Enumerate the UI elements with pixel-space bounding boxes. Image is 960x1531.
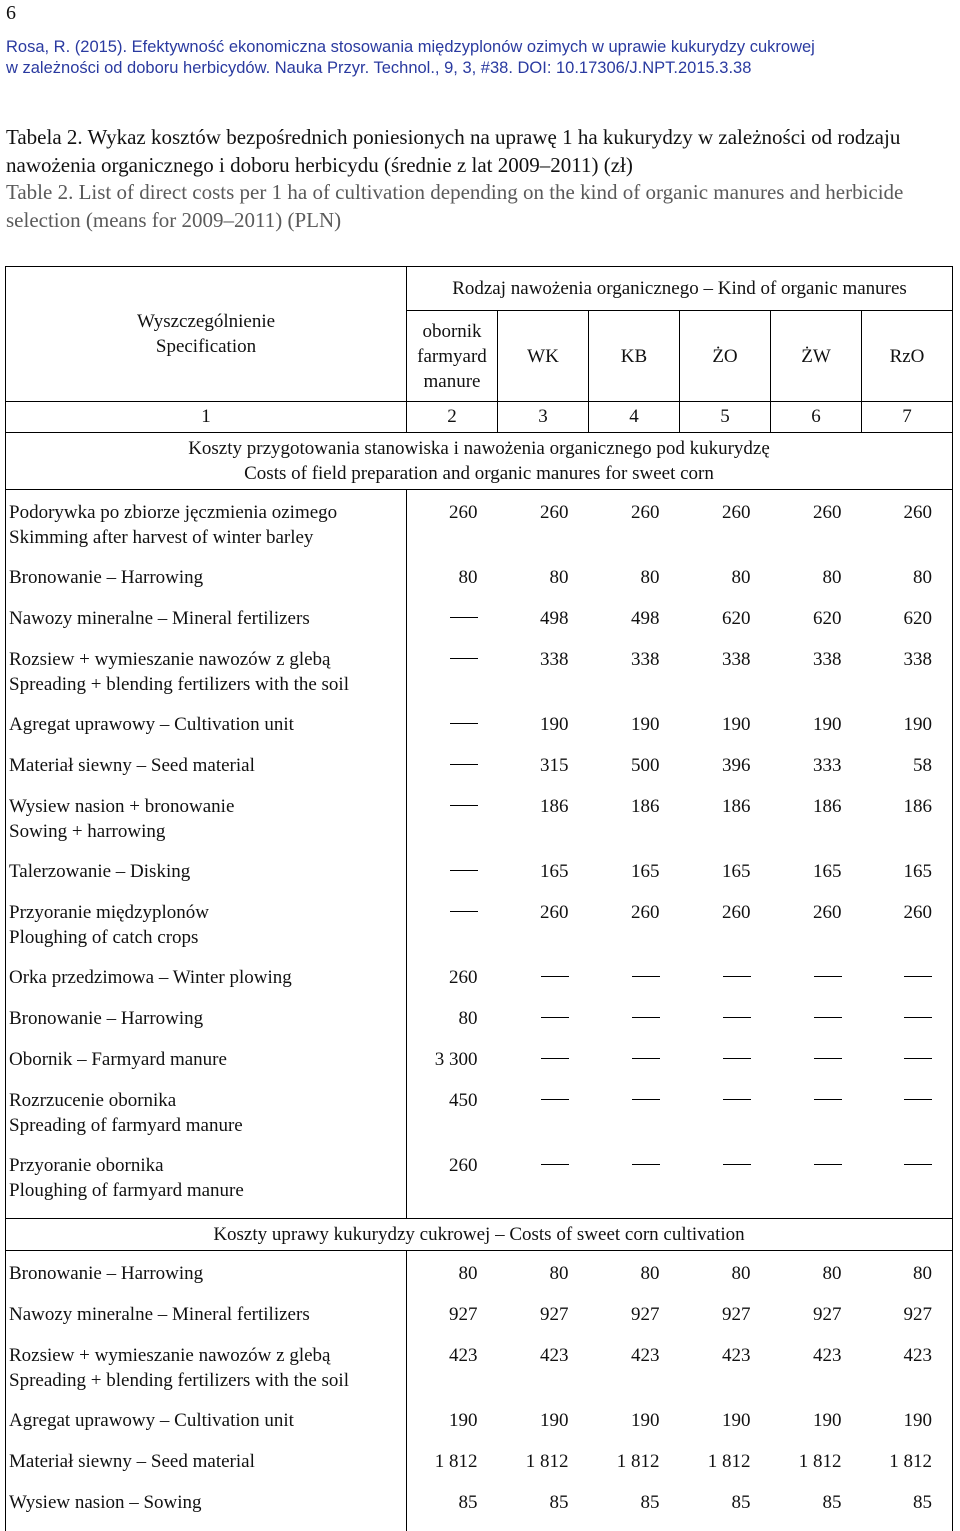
row-label-en: Spreading of farmyard manure	[9, 1113, 406, 1138]
cell-value: 190	[862, 712, 953, 753]
cell-value	[862, 1006, 953, 1047]
cell-value: 260	[589, 900, 680, 965]
cell-value: 338	[589, 647, 680, 712]
row-label-pl: Przyoranie międzyplonów	[9, 900, 406, 925]
table-row	[6, 1449, 953, 1490]
dash-mark	[814, 1017, 842, 1018]
cost-table-container	[5, 266, 951, 1531]
cell-value: 260	[407, 965, 498, 1006]
cell-value: 85	[771, 1490, 862, 1531]
cell-value: 338	[680, 647, 771, 712]
cell-value: 80	[771, 1251, 862, 1303]
cell-value	[589, 965, 680, 1006]
row-label-pl: Materiał siewny – Seed material	[9, 1449, 406, 1474]
table-row	[6, 965, 953, 1006]
cell-value	[589, 1088, 680, 1153]
header-spec-pl: Wyszczególnienie	[6, 309, 406, 334]
table-row	[6, 900, 953, 965]
page-number: 6	[6, 2, 16, 25]
table-row	[6, 1088, 953, 1153]
cell-value	[862, 1088, 953, 1153]
header-obornik-en-1: farmyard	[407, 344, 497, 369]
cell-value: 260	[680, 490, 771, 566]
header-specification	[6, 267, 407, 402]
dash-mark	[541, 976, 569, 977]
column-number: 1	[6, 402, 407, 433]
column-number: 6	[771, 402, 862, 433]
cell-value: 85	[589, 1490, 680, 1531]
row-label-pl: Rozsiew + wymieszanie nawozów z glebą	[9, 647, 406, 672]
header-obornik-pl: obornik	[407, 319, 497, 344]
row-label	[6, 1088, 407, 1153]
cell-value	[680, 1088, 771, 1153]
row-label-pl: Talerzowanie – Disking	[9, 859, 406, 884]
section-1-title-pl: Koszty przygotowania stanowiska i nawożenia organicznego pod kukurydzę	[6, 436, 952, 461]
cell-value: 80	[680, 1251, 771, 1303]
cell-value: 927	[589, 1302, 680, 1343]
cell-value: 85	[680, 1490, 771, 1531]
row-label	[6, 859, 407, 900]
row-label	[6, 753, 407, 794]
cell-value: 423	[771, 1343, 862, 1408]
row-label-pl: Podorywka po zbiorze jęczmienia ozimego	[9, 500, 406, 525]
cell-value	[589, 1153, 680, 1219]
dash-mark	[904, 976, 932, 977]
dash-mark	[541, 1099, 569, 1100]
cell-value: 80	[498, 565, 589, 606]
row-label	[6, 1251, 407, 1303]
row-label	[6, 794, 407, 859]
cell-value	[407, 859, 498, 900]
cell-value: 165	[862, 859, 953, 900]
row-label-pl: Rozrzucenie obornika	[9, 1088, 406, 1113]
row-label-pl: Orka przedzimowa – Winter plowing	[9, 965, 406, 990]
cell-value: 85	[498, 1490, 589, 1531]
header-col-zo: ŻO	[680, 311, 771, 402]
cell-value: 190	[589, 712, 680, 753]
cell-value	[407, 606, 498, 647]
dash-mark	[450, 764, 478, 765]
row-label-pl: Obornik – Farmyard manure	[9, 1047, 406, 1072]
row-label-en: Ploughing of farmyard manure	[9, 1178, 406, 1203]
section-2-header: Koszty uprawy kukurydzy cukrowej – Costs of sweet corn cultivation	[6, 1219, 953, 1251]
cell-value: 338	[498, 647, 589, 712]
table-row	[6, 565, 953, 606]
table-row	[6, 490, 953, 566]
row-label	[6, 900, 407, 965]
cell-value	[498, 965, 589, 1006]
column-number: 2	[407, 402, 498, 433]
row-label	[6, 490, 407, 566]
dash-mark	[450, 805, 478, 806]
table-row	[6, 753, 953, 794]
table-row	[6, 606, 953, 647]
cell-value: 498	[589, 606, 680, 647]
cell-value: 260	[680, 900, 771, 965]
table-row	[6, 647, 953, 712]
table-row	[6, 1302, 953, 1343]
cell-value	[680, 1006, 771, 1047]
row-label-pl: Nawozy mineralne – Mineral fertilizers	[9, 606, 406, 631]
cell-value: 260	[498, 490, 589, 566]
table-row	[6, 1006, 953, 1047]
citation-line-2: w zależności od doboru herbicydów. Nauka Przyr. Technol., 9, 3, #38. DOI: 10.17306/J.NPT.2015.3.38	[6, 58, 956, 79]
row-label-pl: Rozsiew + wymieszanie nawozów z glebą	[9, 1343, 406, 1368]
cell-value	[771, 965, 862, 1006]
citation	[6, 37, 956, 79]
cell-value: 423	[680, 1343, 771, 1408]
cell-value: 1 812	[862, 1449, 953, 1490]
cell-value: 260	[862, 900, 953, 965]
cell-value: 315	[498, 753, 589, 794]
table-row	[6, 1153, 953, 1219]
dash-mark	[723, 1164, 751, 1165]
cell-value: 1 812	[771, 1449, 862, 1490]
cell-value: 165	[498, 859, 589, 900]
header-col-rzo: RzO	[862, 311, 953, 402]
cell-value: 3 300	[407, 1047, 498, 1088]
cell-value	[771, 1088, 862, 1153]
row-label	[6, 1047, 407, 1088]
row-label	[6, 712, 407, 753]
dash-mark	[632, 1017, 660, 1018]
dash-mark	[450, 658, 478, 659]
cell-value: 423	[862, 1343, 953, 1408]
row-label-pl: Nawozy mineralne – Mineral fertilizers	[9, 1302, 406, 1327]
dash-mark	[541, 1164, 569, 1165]
section-1-header	[6, 433, 953, 490]
dash-mark	[814, 976, 842, 977]
row-label-en: Skimming after harvest of winter barley	[9, 525, 406, 550]
cell-value: 80	[862, 1251, 953, 1303]
cell-value: 165	[589, 859, 680, 900]
dash-mark	[904, 1017, 932, 1018]
table-row	[6, 1408, 953, 1449]
header-kind-of-manures: Rodzaj nawożenia organicznego – Kind of organic manures	[407, 267, 953, 311]
cell-value: 80	[589, 1251, 680, 1303]
cell-value: 190	[680, 712, 771, 753]
section-1-title-en: Costs of field preparation and organic manures for sweet corn	[6, 461, 952, 486]
cell-value: 620	[862, 606, 953, 647]
row-label-pl: Bronowanie – Harrowing	[9, 1261, 406, 1286]
row-label	[6, 565, 407, 606]
dash-mark	[632, 976, 660, 977]
cell-value	[498, 1047, 589, 1088]
header-col-obornik	[407, 311, 498, 402]
cell-value: 260	[407, 490, 498, 566]
cell-value: 80	[407, 1251, 498, 1303]
cell-value	[407, 794, 498, 859]
dash-mark	[450, 617, 478, 618]
cell-value	[407, 753, 498, 794]
cell-value: 338	[771, 647, 862, 712]
row-label-pl: Wysiew nasion – Sowing	[9, 1490, 406, 1515]
column-number: 7	[862, 402, 953, 433]
dash-mark	[541, 1017, 569, 1018]
cell-value: 260	[407, 1153, 498, 1219]
row-label	[6, 1343, 407, 1408]
cell-value	[498, 1006, 589, 1047]
row-label	[6, 647, 407, 712]
dash-mark	[723, 1099, 751, 1100]
cell-value: 1 812	[680, 1449, 771, 1490]
cell-value: 186	[771, 794, 862, 859]
cell-value: 1 812	[407, 1449, 498, 1490]
cost-table	[5, 266, 953, 1531]
dash-mark	[632, 1058, 660, 1059]
cell-value: 165	[680, 859, 771, 900]
dash-mark	[723, 1017, 751, 1018]
cell-value: 80	[498, 1251, 589, 1303]
cell-value: 260	[771, 490, 862, 566]
table-row	[6, 1490, 953, 1531]
cell-value: 190	[498, 1408, 589, 1449]
row-label-pl: Bronowanie – Harrowing	[9, 1006, 406, 1031]
table-row	[6, 794, 953, 859]
cell-value	[407, 900, 498, 965]
dash-mark	[450, 723, 478, 724]
header-obornik-en-2: manure	[407, 369, 497, 394]
cell-value: 165	[771, 859, 862, 900]
row-label-en: Sowing + harrowing	[9, 819, 406, 844]
cell-value: 260	[862, 490, 953, 566]
cell-value: 190	[680, 1408, 771, 1449]
cell-value: 260	[771, 900, 862, 965]
cell-value: 186	[862, 794, 953, 859]
citation-line-1: Rosa, R. (2015). Efektywność ekonomiczna stosowania międzyplonów ozimych w uprawie kukurydzy cukrowej	[6, 37, 956, 58]
cell-value: 190	[407, 1408, 498, 1449]
cell-value: 186	[498, 794, 589, 859]
cell-value: 186	[589, 794, 680, 859]
cell-value	[862, 1047, 953, 1088]
dash-mark	[904, 1058, 932, 1059]
table-row	[6, 859, 953, 900]
cell-value: 80	[862, 565, 953, 606]
cell-value: 80	[407, 565, 498, 606]
table-row	[6, 1251, 953, 1303]
cell-value	[771, 1047, 862, 1088]
section-2-body	[6, 1251, 953, 1531]
cell-value: 186	[680, 794, 771, 859]
cell-value: 190	[498, 712, 589, 753]
dash-mark	[541, 1058, 569, 1059]
caption-polish: Tabela 2. Wykaz kosztów bezpośrednich poniesionych na uprawę 1 ha kukurydzy w zależności od rodzaju nawożenia organicznego i doboru herbicydu (średnie z lat 2009–2011) (zł)	[6, 124, 956, 179]
cell-value: 80	[407, 1006, 498, 1047]
cell-value: 260	[589, 490, 680, 566]
section-1-body	[6, 490, 953, 1219]
cell-value	[771, 1153, 862, 1219]
cell-value	[589, 1006, 680, 1047]
row-label	[6, 606, 407, 647]
cell-value: 423	[407, 1343, 498, 1408]
table-caption	[6, 124, 956, 234]
cell-value	[680, 1047, 771, 1088]
row-label-en: Ploughing of catch crops	[9, 925, 406, 950]
cell-value: 58	[862, 753, 953, 794]
row-label	[6, 1006, 407, 1047]
row-label-en: Spreading + blending fertilizers with the soil	[9, 672, 406, 697]
column-number-row	[6, 402, 953, 433]
cell-value	[407, 712, 498, 753]
row-label	[6, 1449, 407, 1490]
header-col-zw: ŻW	[771, 311, 862, 402]
cell-value: 927	[498, 1302, 589, 1343]
dash-mark	[723, 976, 751, 977]
cell-value	[498, 1088, 589, 1153]
cell-value: 333	[771, 753, 862, 794]
table-row	[6, 1343, 953, 1408]
cell-value: 80	[680, 565, 771, 606]
cell-value: 620	[680, 606, 771, 647]
cell-value: 190	[771, 1408, 862, 1449]
cell-value: 190	[589, 1408, 680, 1449]
cell-value	[680, 1153, 771, 1219]
dash-mark	[904, 1164, 932, 1165]
cell-value: 927	[680, 1302, 771, 1343]
dash-mark	[814, 1099, 842, 1100]
cell-value: 80	[771, 565, 862, 606]
cell-value: 80	[589, 565, 680, 606]
cell-value: 85	[407, 1490, 498, 1531]
table-row	[6, 712, 953, 753]
cell-value: 396	[680, 753, 771, 794]
cell-value: 1 812	[589, 1449, 680, 1490]
caption-english: Table 2. List of direct costs per 1 ha of cultivation depending on the kind of organic manures and herbicide selection (means for 2009–2011) (PLN)	[6, 179, 956, 234]
column-number: 5	[680, 402, 771, 433]
cell-value: 927	[407, 1302, 498, 1343]
row-label	[6, 1153, 407, 1219]
cell-value: 85	[862, 1490, 953, 1531]
cell-value: 500	[589, 753, 680, 794]
cell-value: 190	[862, 1408, 953, 1449]
header-col-wk: WK	[498, 311, 589, 402]
dash-mark	[632, 1164, 660, 1165]
row-label	[6, 1302, 407, 1343]
column-number: 3	[498, 402, 589, 433]
cell-value: 927	[862, 1302, 953, 1343]
dash-mark	[904, 1099, 932, 1100]
section-2-header-row	[6, 1219, 953, 1251]
cell-value: 927	[771, 1302, 862, 1343]
row-label-pl: Wysiew nasion + bronowanie	[9, 794, 406, 819]
header-col-kb: KB	[589, 311, 680, 402]
cell-value: 498	[498, 606, 589, 647]
row-label-pl: Przyoranie obornika	[9, 1153, 406, 1178]
cell-value: 190	[771, 712, 862, 753]
row-label-pl: Bronowanie – Harrowing	[9, 565, 406, 590]
row-label	[6, 1490, 407, 1531]
row-label-en: Spreading + blending fertilizers with the soil	[9, 1368, 406, 1393]
dash-mark	[723, 1058, 751, 1059]
cell-value: 620	[771, 606, 862, 647]
row-label	[6, 1408, 407, 1449]
cell-value: 338	[862, 647, 953, 712]
cell-value	[589, 1047, 680, 1088]
dash-mark	[814, 1058, 842, 1059]
header-spec-en: Specification	[6, 334, 406, 359]
cell-value	[771, 1006, 862, 1047]
cell-value	[862, 1153, 953, 1219]
dash-mark	[814, 1164, 842, 1165]
row-label-pl: Agregat uprawowy – Cultivation unit	[9, 1408, 406, 1433]
dash-mark	[450, 870, 478, 871]
dash-mark	[450, 911, 478, 912]
dash-mark	[632, 1099, 660, 1100]
row-label-pl: Agregat uprawowy – Cultivation unit	[9, 712, 406, 737]
cell-value	[407, 647, 498, 712]
row-label-pl: Materiał siewny – Seed material	[9, 753, 406, 778]
cell-value: 1 812	[498, 1449, 589, 1490]
table-row	[6, 1047, 953, 1088]
column-number: 4	[589, 402, 680, 433]
cell-value: 423	[498, 1343, 589, 1408]
cell-value: 450	[407, 1088, 498, 1153]
cell-value: 260	[498, 900, 589, 965]
cell-value	[862, 965, 953, 1006]
section-1-header-row	[6, 433, 953, 490]
row-label	[6, 965, 407, 1006]
cell-value	[498, 1153, 589, 1219]
cell-value	[680, 965, 771, 1006]
cell-value: 423	[589, 1343, 680, 1408]
